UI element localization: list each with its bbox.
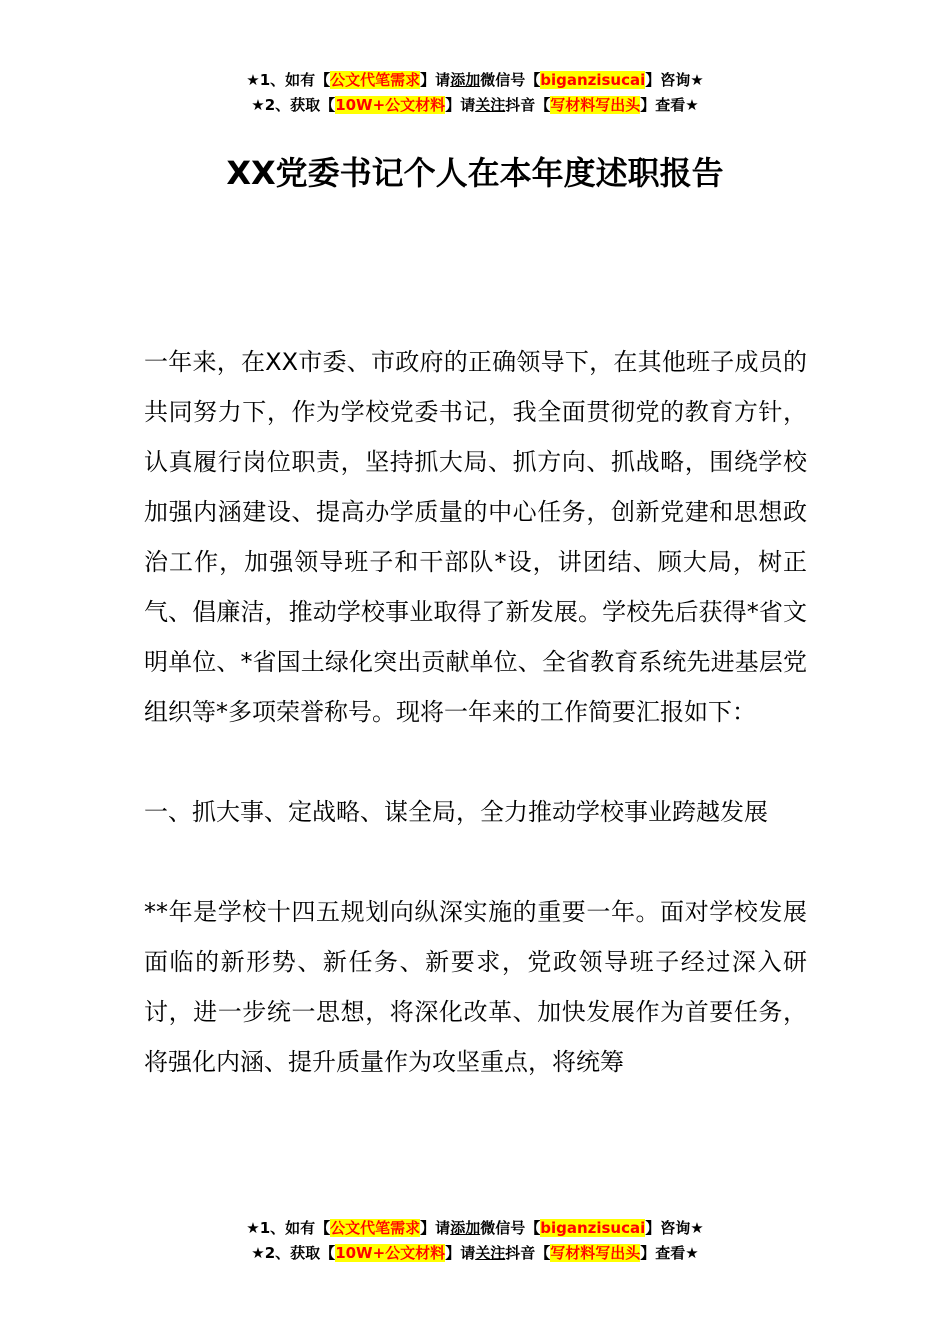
douyin-account-highlight: 写材料写出头 <box>550 1244 641 1262</box>
materials-highlight: 10W+公文材料 <box>335 1244 446 1262</box>
promo-footer <box>0 1216 950 1266</box>
intro-paragraph: 一年来，在XX市委、市政府的正确领导下，在其他班子成员的共同努力下，作为学校党委书记，我全面贯彻党的教育方针，认真履行岗位职责，坚持抓大局、抓方向、抓战略，围绕学校加强内涵建设、提高办学质量的中心任务，创新党建和思想政治工作，加强领导班子和干部队*设，讲团结、顾大局，树正气、倡廉洁，推动学校事业取得了新发展。学校先后获得*省文明单位、*省国土绿化突出贡献单位、全省教育系统先进基层党组织等*多项荣誉称号。现将一年来的工作简要汇报如下： <box>144 348 807 726</box>
service-highlight: 公文代笔需求 <box>330 1219 421 1237</box>
wechat-id-highlight: biganzisucai <box>540 1219 646 1237</box>
promo-line-2: ★2、获取【10W+公文材料】请关注抖音【写材料写出头】查看★ <box>251 96 699 114</box>
douyin-account-highlight: 写材料写出头 <box>550 96 641 114</box>
promo-header <box>0 68 950 118</box>
body-paragraph-2: **年是学校十四五规划向纵深实施的重要一年。面对学校发展面临的新形势、新任务、新要求，党政领导班子经过深入研讨，进一步统一思想，将深化改革、加快发展作为首要任务，将强化内涵、提升质量作为攻坚重点，将统筹 <box>144 898 807 1076</box>
wechat-id-highlight: biganzisucai <box>540 71 646 89</box>
document-body <box>144 337 807 1087</box>
promo-line-2: ★2、获取【10W+公文材料】请关注抖音【写材料写出头】查看★ <box>251 1244 699 1262</box>
service-highlight: 公文代笔需求 <box>330 71 421 89</box>
promo-line-1: ★1、如有【公文代笔需求】请添加微信号【biganzisucai】咨询★ <box>246 1219 704 1237</box>
materials-highlight: 10W+公文材料 <box>335 96 446 114</box>
document-title: XX党委书记个人在本年度述职报告 <box>226 154 724 192</box>
section-heading-1: 一、抓大事、定战略、谋全局，全力推动学校事业跨越发展 <box>144 798 768 826</box>
promo-line-1: ★1、如有【公文代笔需求】请添加微信号【biganzisucai】咨询★ <box>246 71 704 89</box>
